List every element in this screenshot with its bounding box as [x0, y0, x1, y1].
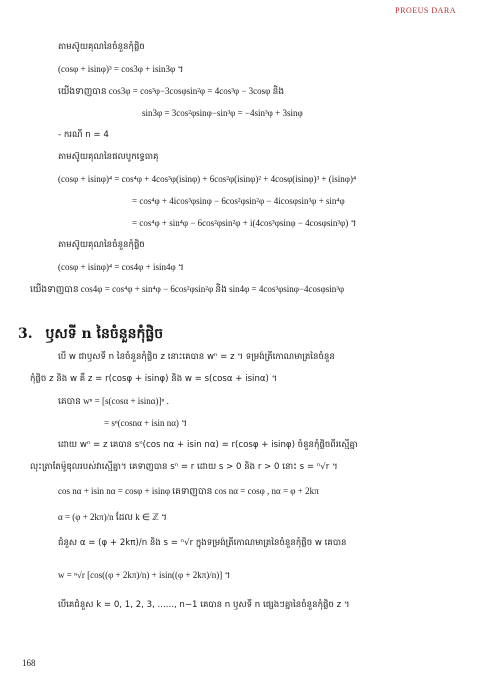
- text-line: យើងទាញបាន cos4φ = cos⁴φ + sin⁴φ − 6cos²φsin²φ និង sin4φ = 4cos³φsinφ−4cosφsin³φ: [30, 284, 345, 294]
- text-line: តាមស៊ូយគុណនៃផលបូកទ្វេធាគុ: [58, 152, 159, 162]
- text-line: (cosφ + isinφ)⁴ = cos⁴φ + 4cos³φ(isinφ) + 6cos²φ(isinφ)² + 4cosφ(isinφ)³ + (isinφ)⁴: [58, 174, 357, 184]
- text-line: គេបាន wⁿ = [s(cosα + isinα)]ⁿ .: [58, 396, 169, 406]
- text-line: cos nα + isin nα = cosφ + isinφ គេទាញបាន cos nα = cosφ , nα = φ + 2kπ: [58, 486, 319, 496]
- text-line: យើងទាញបាន cos3φ = cos³φ−3cosφsin²φ = 4cos³φ − 3cosφ និង: [58, 86, 285, 96]
- text-line: ជំនួស α = (φ + 2kπ)/n និង s = ⁿ√r ក្នុងទម្រង់ត្រីកោណមាត្រនៃចំនួនកុំផ្លិច w គេបាន: [58, 538, 347, 548]
- text-line: (cosφ + isinφ)³ = cos3φ + isin3φ ។: [58, 64, 184, 74]
- text-line: = cos⁴φ + sin⁴φ − 6cos²φsin²φ + i(4cos³φsinφ − 4cosφsin³φ) ។: [132, 218, 357, 228]
- section-heading: [18, 324, 163, 345]
- text-line: = cos⁴φ + 4icos³φsinφ − 6cos²φsin²φ − 4icosφsin³φ + sin⁴φ: [132, 196, 345, 206]
- text-line: បើ w ជាឫសទី n នៃចំនួនកុំផ្លិច z នោះគេបាន wⁿ = z ។ ទម្រង់ត្រីកោណមាត្រនៃចំនួន: [58, 352, 335, 362]
- text-line: បើគេជំនួស k = 0, 1, 2, 3, ......, n−1 គេបាន n ឫសទី n ផ្សេងៗគ្នានៃចំនួនកុំផ្លិច z ។: [58, 600, 350, 610]
- text-line: w = ⁿ√r [cos((φ + 2kπ)/n) + isin((φ + 2kπ)/n)] ។: [58, 570, 231, 580]
- section-number: 3.: [18, 326, 33, 342]
- header-brand: PROEUS DARA: [395, 6, 456, 15]
- text-line: - ករណី n = 4: [58, 130, 109, 140]
- text-line: លុះត្រាតែម៉ូឌុលរបស់វាស្មើគ្នា។ គេទាញបាន sⁿ = r ដោយ s > 0 និង r > 0 នោះ s = ⁿ√r ។: [30, 462, 338, 472]
- text-line: sin3φ = 3cos²φsinφ−sin³φ = −4sin³φ + 3sinφ: [142, 108, 303, 118]
- text-line: កុំផ្លិច z និង w គឺ z = r(cosφ + isinφ) និង w = s(cosα + isinα) ។: [30, 374, 278, 384]
- text-line: α = (φ + 2kπ)/n ដែល k ∈ ℤ ។: [58, 512, 167, 522]
- text-line: តាមស៊ូយគុណនៃចំនួនកុំផ្លិច: [58, 42, 145, 52]
- text-line: តាមស៊ូយគុណនៃចំនួនកុំផ្លិច: [58, 240, 145, 250]
- section-title: ឫសទី n នៃចំនួនកុំផ្លិច: [45, 326, 164, 342]
- text-line: = sⁿ(cosnα + isin nα) ។: [104, 418, 188, 428]
- page-number: 168: [22, 658, 36, 668]
- text-line: (cosφ + isinφ)⁴ = cos4φ + isin4φ ។: [58, 262, 184, 272]
- text-line: ដោយ wⁿ = z គេបាន sⁿ(cos nα + isin nα) = r(cosφ + isinφ) ចំនួនកុំផ្លិចពីរស្មើគ្នា: [58, 440, 358, 450]
